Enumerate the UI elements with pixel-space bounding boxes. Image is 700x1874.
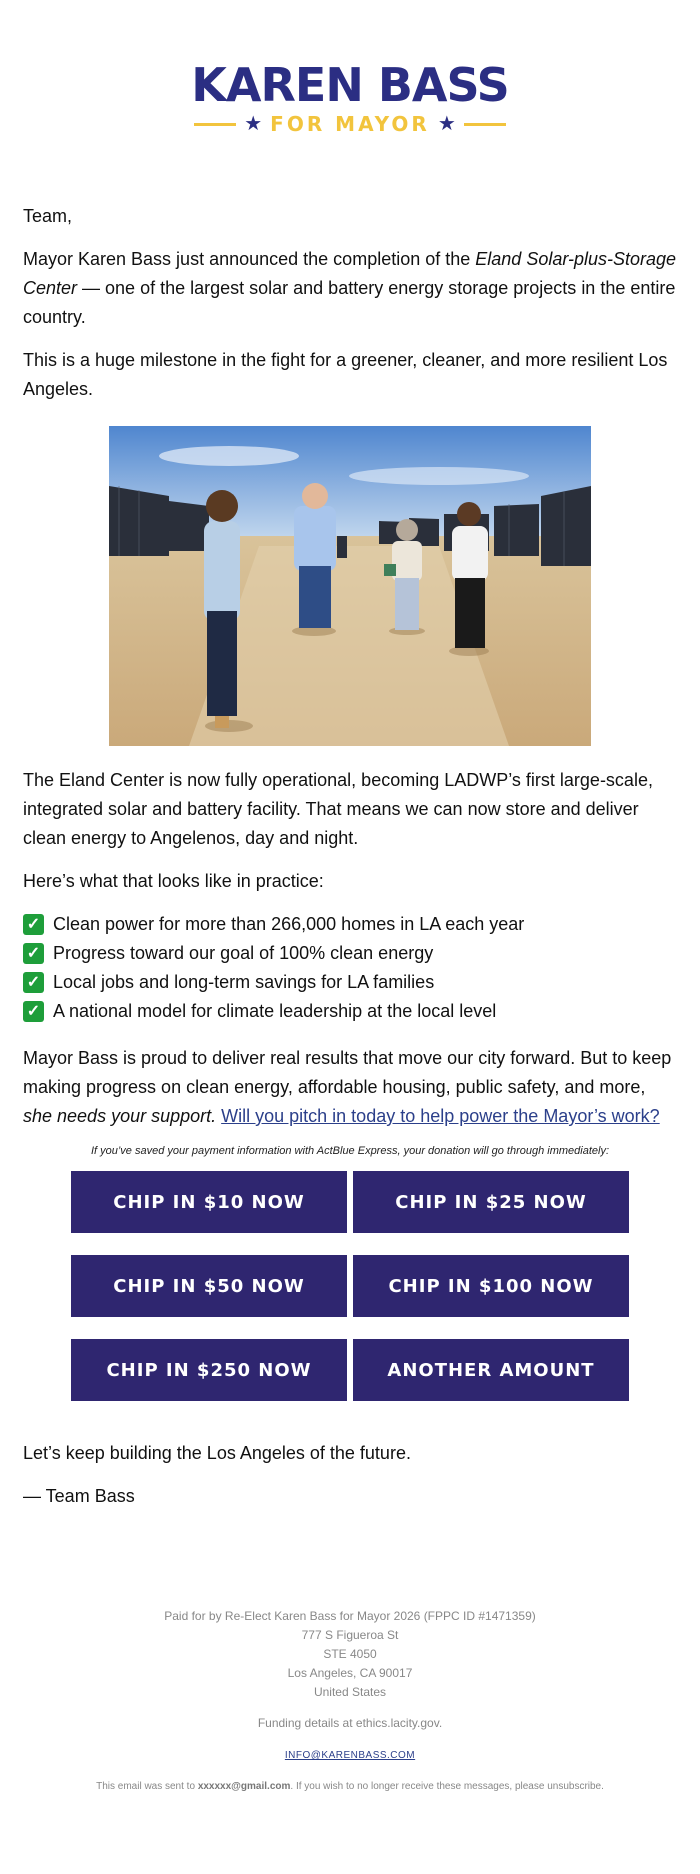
- donate-link[interactable]: Will you pitch in today to help power the Mayor’s work?: [221, 1106, 660, 1126]
- paragraph-announcement: [23, 245, 677, 332]
- donate-250-button[interactable]: CHIP IN $250 NOW: [71, 1339, 347, 1401]
- check-mark-icon: ✓: [23, 1001, 44, 1022]
- text: Mayor Bass is proud to deliver real results that move our city forward. But to keep making progress on clean energy, affordable housing, public safety, and more,: [23, 1048, 672, 1097]
- photo-illustration: [109, 426, 591, 746]
- list-item: [23, 997, 677, 1026]
- list-item: [23, 910, 677, 939]
- email-body: [0, 202, 700, 1511]
- greeting: Team,: [23, 206, 73, 226]
- benefits-list: [23, 910, 677, 1026]
- paid-for-disclaimer: Paid for by Re-Elect Karen Bass for Mayor 2026 (FPPC ID #1471359): [164, 1609, 536, 1623]
- list-item: [23, 968, 677, 997]
- text: . If you wish to no longer receive these messages, please unsubscribe.: [290, 1781, 604, 1792]
- text: Mayor Karen Bass just announced the completion of the: [23, 249, 476, 269]
- check-mark-icon: ✓: [23, 972, 44, 993]
- solar-site-photo: [109, 426, 591, 746]
- contact-email-link[interactable]: INFO@KARENBASS.COM: [284, 1750, 416, 1761]
- list-item-text: Progress toward our goal of 100% clean energy: [53, 943, 434, 963]
- donate-25-button[interactable]: CHIP IN $25 NOW: [353, 1171, 629, 1233]
- donate-100-button[interactable]: CHIP IN $100 NOW: [353, 1255, 629, 1317]
- paragraph-support: [23, 1044, 677, 1131]
- closing-line: Let’s keep building the Los Angeles of the future.: [23, 1443, 411, 1463]
- star-icon: ★: [244, 113, 263, 135]
- list-item-text: Clean power for more than 266,000 homes in LA each year: [53, 914, 525, 934]
- logo-tagline-row: [0, 112, 700, 136]
- address-line: STE 4050: [323, 1647, 377, 1661]
- list-item-text: A national model for climate leadership at the local level: [53, 1001, 497, 1021]
- campaign-logo: [0, 0, 700, 170]
- signoff: — Team Bass: [23, 1486, 135, 1506]
- address-line: 777 S Figueroa St: [301, 1628, 399, 1642]
- check-mark-icon: ✓: [23, 914, 44, 935]
- star-icon: ★: [437, 113, 456, 135]
- text: This email was sent to: [96, 1781, 198, 1792]
- funding-details: Funding details at ethics.lacity.gov.: [257, 1716, 443, 1730]
- spacer: [0, 1765, 700, 1777]
- donation-buttons: [71, 1171, 629, 1401]
- paragraph-practice: Here’s what that looks like in practice:: [23, 871, 324, 891]
- text: — one of the largest solar and battery energy storage projects in the entire country.: [23, 278, 676, 327]
- logo-line-right: [464, 123, 506, 126]
- check-mark-icon: ✓: [23, 943, 44, 964]
- donate-10-button[interactable]: CHIP IN $10 NOW: [71, 1171, 347, 1233]
- list-item: [23, 939, 677, 968]
- logo-name: KAREN BASS: [191, 58, 509, 112]
- address-line: United States: [313, 1685, 387, 1699]
- email-footer: [0, 1607, 700, 1796]
- logo-tagline: FOR MAYOR: [270, 112, 430, 136]
- recipient-email: xxxxxx@gmail.com: [197, 1781, 291, 1792]
- address-line: Los Angeles, CA 90017: [287, 1666, 413, 1680]
- sent-to-notice: [0, 1777, 700, 1796]
- emphasis-text: she needs your support.: [23, 1106, 217, 1126]
- paragraph-milestone: This is a huge milestone in the fight for a greener, cleaner, and more resilient Los Angeles.: [23, 350, 668, 399]
- logo-line-left: [194, 123, 236, 126]
- spacer: [0, 1702, 700, 1714]
- donate-50-button[interactable]: CHIP IN $50 NOW: [71, 1255, 347, 1317]
- list-item-text: Local jobs and long-term savings for LA families: [53, 972, 435, 992]
- paragraph-eland-center: The Eland Center is now fully operational, becoming LADWP’s first large-scale, integrated solar and battery facility. That means we can now store and deliver clean energy to Angelenos, day and night.: [23, 770, 653, 848]
- donate-other-amount-button[interactable]: ANOTHER AMOUNT: [353, 1339, 629, 1401]
- emphasis-text: Eland Solar-plus-Storage Center: [23, 249, 677, 298]
- spacer: [0, 1733, 700, 1745]
- actblue-note: If you’ve saved your payment information with ActBlue Express, your donation will go through immediately:: [90, 1145, 610, 1157]
